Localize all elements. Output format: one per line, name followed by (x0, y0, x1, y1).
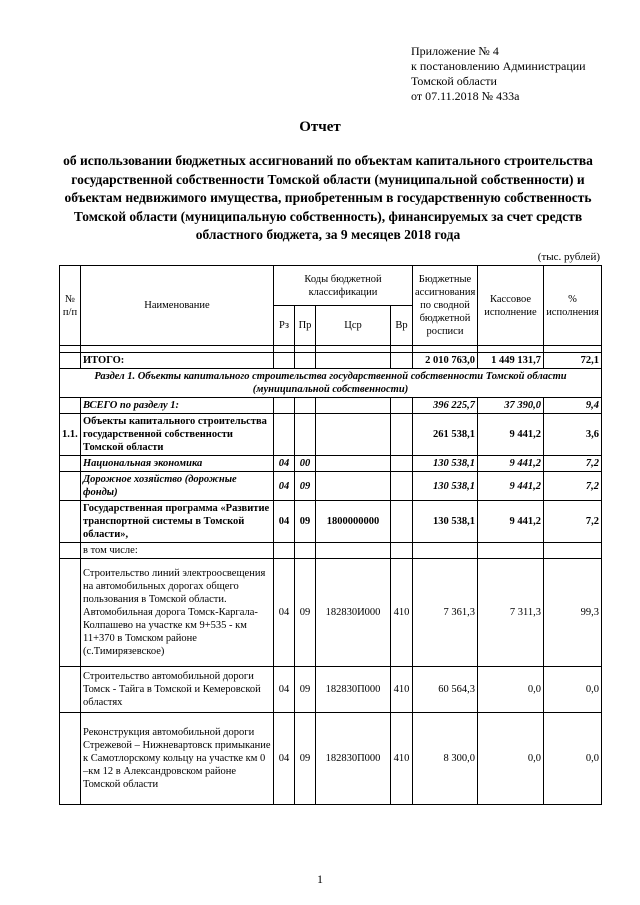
row-num (60, 456, 81, 472)
header-name: Наименование (81, 266, 274, 346)
total-cash: 1 449 131,7 (478, 353, 544, 369)
row-pr: 09 (295, 713, 316, 805)
row-csr: 1800000000 (316, 501, 391, 543)
row-cash: 9 441,2 (478, 414, 544, 456)
header-codes: Коды бюджетной классификации (274, 266, 413, 306)
header-budget: Бюджетные ассигнования по сводной бюджетной росписи (413, 266, 478, 346)
row-pr: 09 (295, 472, 316, 501)
table-row (60, 456, 602, 472)
header-row-1 (60, 266, 602, 306)
row-vr: 410 (391, 713, 413, 805)
row-pr: 09 (295, 667, 316, 713)
row-name: Реконструкция автомобильной дороги Стрежевой – Нижневартовск примыкание к Самотлорскому кольцу на участке км 0 –км 12 в Александровском районе Томской области (81, 713, 274, 805)
row-rz: 04 (274, 713, 295, 805)
spacer-row (60, 346, 602, 353)
row-csr (316, 456, 391, 472)
row-cash: 0,0 (478, 713, 544, 805)
row-budget: 130 538,1 (413, 472, 478, 501)
row-num (60, 559, 81, 667)
row-pct: 0,0 (544, 713, 602, 805)
row-vr (391, 414, 413, 456)
row-budget: 261 538,1 (413, 414, 478, 456)
row-cash: 0,0 (478, 667, 544, 713)
row-name: Строительство линий электроосвещения на автомобильных дорогах общего пользования в Томской области. Автомобильная дорога Томск-Каргала-Колпашево на участке км 9+535 - км 11+370 в Томском районе (с.Тимирязевское) (81, 559, 274, 667)
row-rz: 04 (274, 559, 295, 667)
row-csr: 182830П000 (316, 667, 391, 713)
row-vr: 410 (391, 667, 413, 713)
row-pr (295, 414, 316, 456)
row-num (60, 667, 81, 713)
row-rz (274, 543, 295, 559)
appendix-line-1: Приложение № 4 (411, 44, 499, 58)
total-label: ИТОГО: (81, 353, 274, 369)
appendix-line-2: к постановлению Администрации (411, 59, 586, 73)
table-row (60, 713, 602, 805)
row-rz: 04 (274, 667, 295, 713)
row-name: Государственная программа «Развитие транспортной системы в Томской области», (81, 501, 274, 543)
row-budget: 8 300,0 (413, 713, 478, 805)
row-cash: 7 311,3 (478, 559, 544, 667)
row-csr: 182830И000 (316, 559, 391, 667)
row-budget: 7 361,3 (413, 559, 478, 667)
total-pct: 72,1 (544, 353, 602, 369)
section-1-total-budget: 396 225,7 (413, 398, 478, 414)
row-num (60, 472, 81, 501)
section-1-total-row (60, 398, 602, 414)
report-title: Отчет (299, 119, 341, 135)
section-1-title: Раздел 1. Объекты капитального строительства государственной собственности Томской области (муниципальной собственности) (60, 369, 602, 398)
section-1-total-pct: 9,4 (544, 398, 602, 414)
row-vr (391, 501, 413, 543)
row-num: 1.1. (60, 414, 81, 456)
row-csr (316, 414, 391, 456)
section-1-total-cash: 37 390,0 (478, 398, 544, 414)
section-1-total-label: ВСЕГО по разделу 1: (81, 398, 274, 414)
row-cash (478, 543, 544, 559)
header-pr: Пр (295, 306, 316, 346)
header-rz: Рз (274, 306, 295, 346)
row-pct: 3,6 (544, 414, 602, 456)
row-rz: 04 (274, 456, 295, 472)
row-pct: 99,3 (544, 559, 602, 667)
row-vr (391, 472, 413, 501)
row-budget (413, 543, 478, 559)
row-num (60, 501, 81, 543)
row-pct: 0,0 (544, 667, 602, 713)
table-row (60, 501, 602, 543)
row-cash: 9 441,2 (478, 501, 544, 543)
table-row (60, 559, 602, 667)
row-num (60, 543, 81, 559)
row-vr: 410 (391, 559, 413, 667)
header-num: № п/п (60, 266, 81, 346)
appendix-line-4: от 07.11.2018 № 433а (411, 89, 520, 103)
row-csr (316, 543, 391, 559)
row-name: Строительство автомобильной дороги Томск - Тайга в Томской и Кемеровской областях (81, 667, 274, 713)
row-rz (274, 414, 295, 456)
row-pr: 09 (295, 559, 316, 667)
table-row (60, 414, 602, 456)
section-1-title-row (60, 369, 602, 398)
header-vr: Вр (391, 306, 413, 346)
table-row (60, 472, 602, 501)
row-name: Объекты капитального строительства государственной собственности Томской области (81, 414, 274, 456)
row-num (60, 713, 81, 805)
row-csr: 182830П000 (316, 713, 391, 805)
row-rz: 04 (274, 501, 295, 543)
report-subtitle: об использовании бюджетных ассигнований по объектам капитального строительства государственной собственности Томской области (муниципальной собственности) и объектам недвижимого имущества, приобретенным в государственную собственность Томской области (муниципальную собственность), финансируемых за счет средств областного бюджета, за 9 месяцев 2018 года (63, 153, 593, 242)
row-vr (391, 543, 413, 559)
row-budget: 130 538,1 (413, 501, 478, 543)
header-csr: Цср (316, 306, 391, 346)
header-pct: % исполнения (544, 266, 602, 346)
appendix-line-3: Томской области (411, 74, 497, 88)
row-pct (544, 543, 602, 559)
total-row (60, 353, 602, 369)
row-pct: 7,2 (544, 501, 602, 543)
page-number: 1 (317, 872, 323, 886)
row-cash: 9 441,2 (478, 456, 544, 472)
row-pct: 7,2 (544, 472, 602, 501)
total-budget: 2 010 763,0 (413, 353, 478, 369)
row-name: Национальная экономика (81, 456, 274, 472)
header-cash: Кассовое исполнение (478, 266, 544, 346)
row-name: в том числе: (81, 543, 274, 559)
report-table (59, 265, 602, 805)
row-csr (316, 472, 391, 501)
row-budget: 130 538,1 (413, 456, 478, 472)
appendix-block (411, 44, 586, 104)
row-name: Дорожное хозяйство (дорожные фонды) (81, 472, 274, 501)
row-pr (295, 543, 316, 559)
units-label: (тыс. рублей) (537, 251, 600, 263)
table-row (60, 667, 602, 713)
row-budget: 60 564,3 (413, 667, 478, 713)
table-row (60, 543, 602, 559)
row-pct: 7,2 (544, 456, 602, 472)
row-cash: 9 441,2 (478, 472, 544, 501)
row-vr (391, 456, 413, 472)
row-rz: 04 (274, 472, 295, 501)
row-pr: 00 (295, 456, 316, 472)
row-pr: 09 (295, 501, 316, 543)
